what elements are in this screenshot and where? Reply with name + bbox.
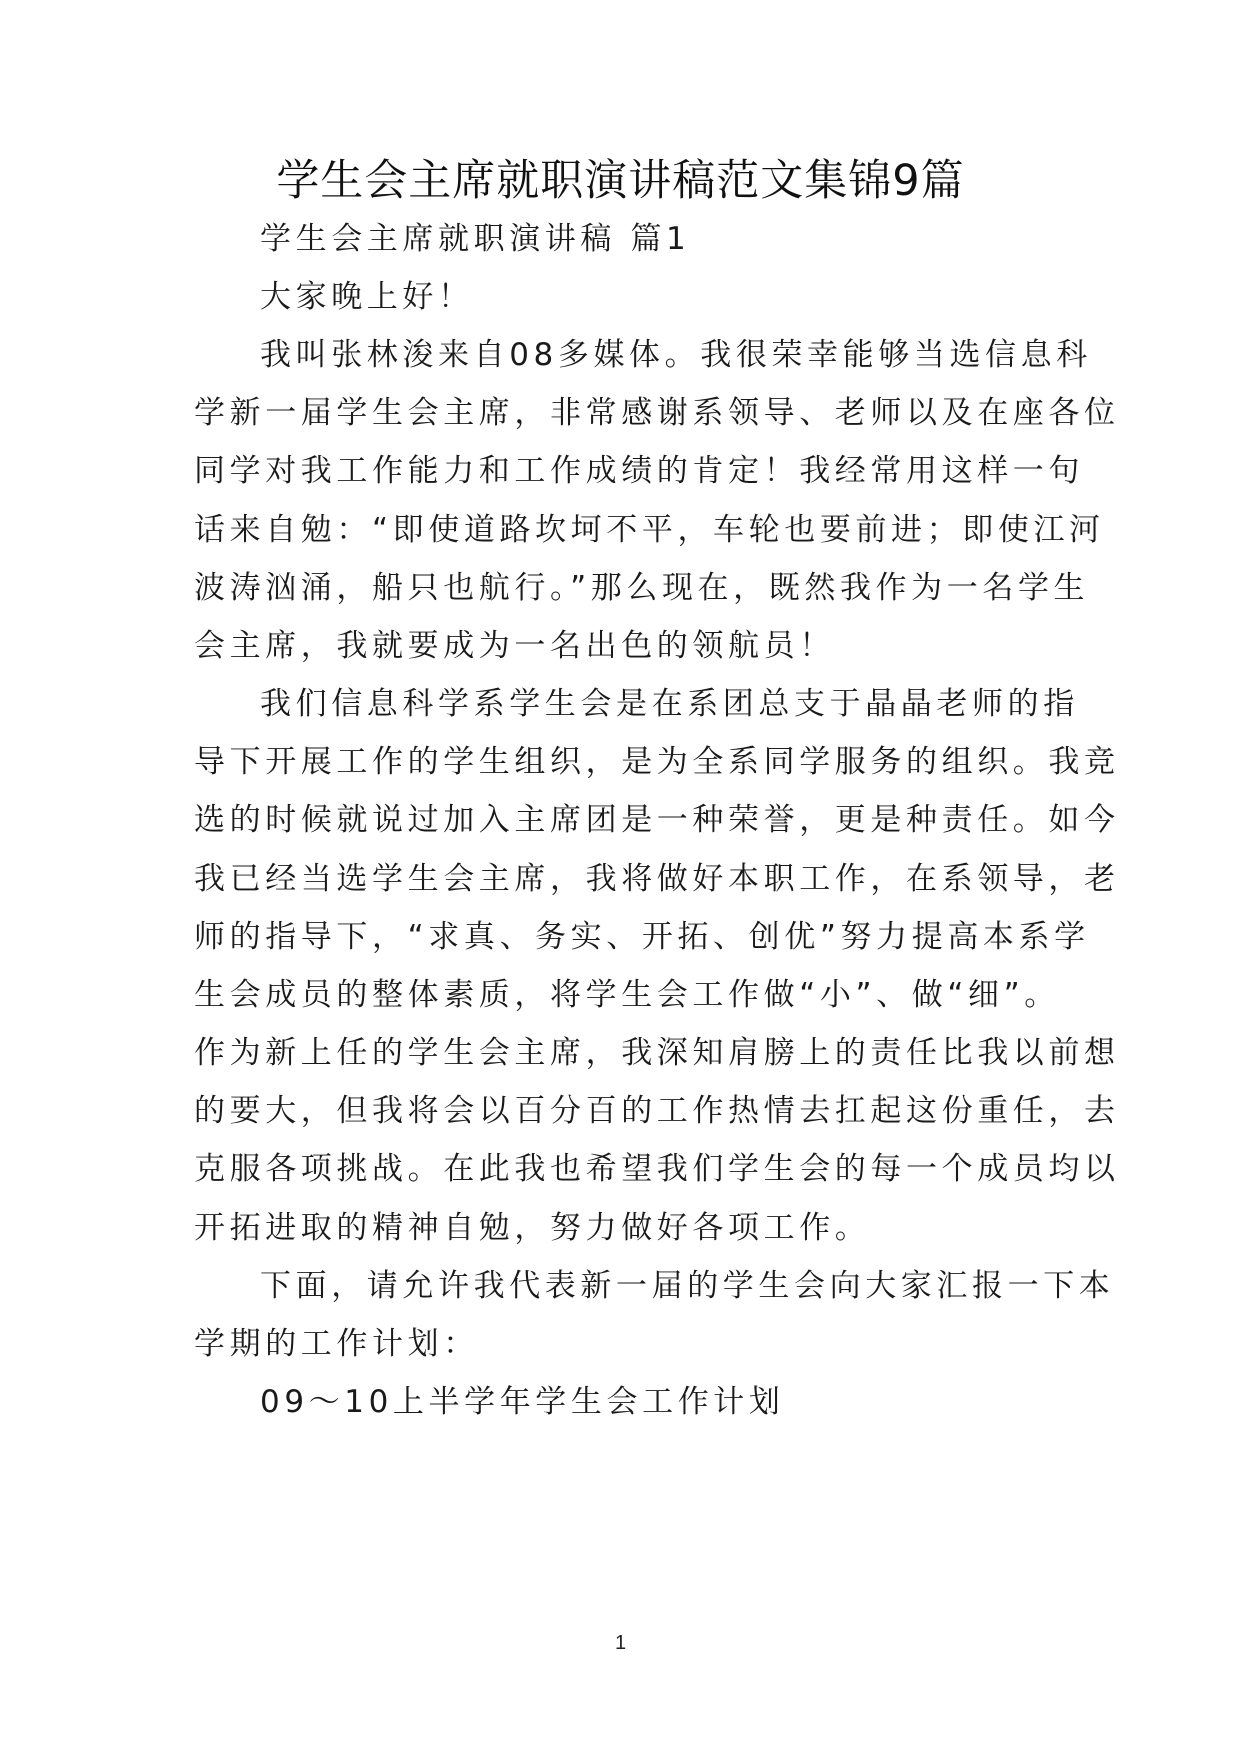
paragraph-line: 我们信息科学系学生会是在系团总支于晶晶老师的指	[260, 686, 1079, 722]
paragraph-line: 同学对我工作能力和工作成绩的肯定！我经常用这样一句	[194, 453, 1084, 489]
paragraph-line: 作为新上任的学生会主席，我深知肩膀上的责任比我以前想	[194, 1035, 1120, 1071]
paragraph-line: 师的指导下，“求真、务实、开拓、创优”努力提高本系学	[194, 919, 1090, 955]
paragraph-line: 我已经当选学生会主席，我将做好本职工作，在系领导，老	[194, 861, 1120, 897]
paragraph-line: 话来自勉：“即使道路坎坷不平，车轮也要前进；即使江河	[194, 512, 1105, 548]
paragraph-line: 学新一届学生会主席，非常感谢系领导、老师以及在座各位	[194, 395, 1120, 431]
paragraph-line: 学期的工作计划：	[194, 1326, 479, 1362]
page-number: 1	[614, 1632, 627, 1654]
paragraph-line: 我叫张林浚来自08多媒体。我很荣幸能够当选信息科	[260, 337, 1092, 373]
paragraph-line: 的要大，但我将会以百分百的工作热情去扛起这份重任，去	[194, 1093, 1120, 1129]
document-title: 学生会主席就职演讲稿范文集锦9篇	[276, 156, 965, 206]
paragraph-line: 会主席，我就要成为一名出色的领航员！	[194, 628, 835, 664]
paragraph-line: 生会成员的整体素质，将学生会工作做“小”、做“细”。	[194, 977, 1060, 1013]
section-heading: 学生会主席就职演讲稿 篇1	[260, 221, 691, 257]
paragraph-line: 开拓进取的精神自勉，努力做好各项工作。	[194, 1210, 871, 1246]
subsection-heading: 09～10上半学年学生会工作计划	[260, 1384, 785, 1420]
paragraph-line: 选的时候就说过加入主席团是一种荣誉，更是种责任。如今	[194, 802, 1120, 838]
paragraph-line: 导下开展工作的学生组织，是为全系同学服务的组织。我竞	[194, 744, 1120, 780]
paragraph-line: 下面，请允许我代表新一届的学生会向大家汇报一下本	[260, 1268, 1115, 1304]
greeting-line: 大家晚上好！	[260, 279, 474, 315]
paragraph-line: 克服各项挑战。在此我也希望我们学生会的每一个成员均以	[194, 1151, 1120, 1187]
paragraph-line: 波涛汹涌，船只也航行。”那么现在，既然我作为一名学生	[194, 570, 1090, 606]
